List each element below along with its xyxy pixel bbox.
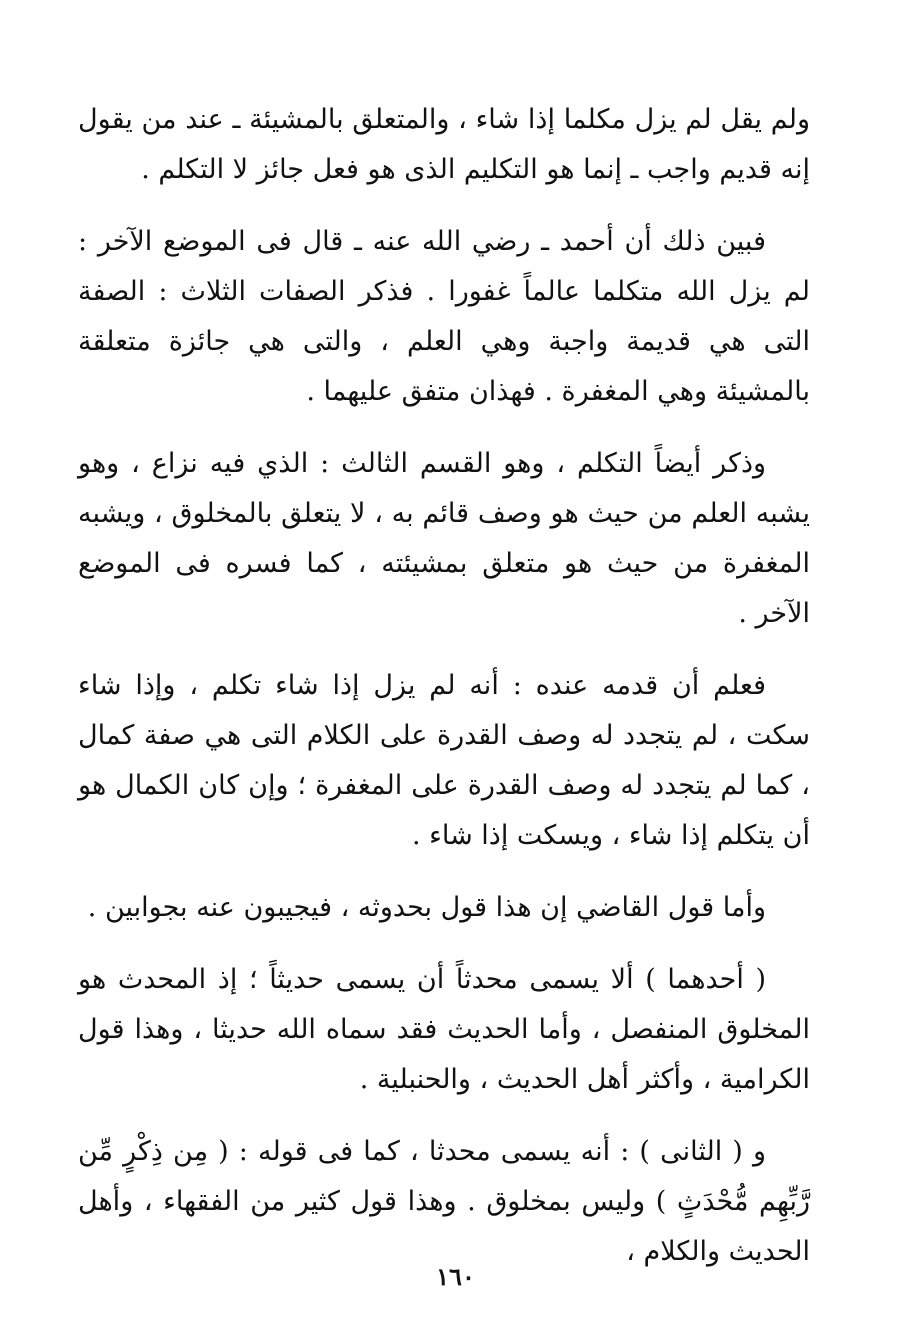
paragraph-1: ولم يقل لم يزل مكلما إذا شاء ، والمتعلق بالمشيئة ـ عند من يقول إنه قديم واجب ـ إنما هو التكليم الذى هو فعل جائز لا التكلم . [78,104,810,185]
paragraph-3: وذكر أيضاً التكلم ، وهو القسم الثالث : الذي فيه نزاع ، وهو يشبه العلم من حيث هو وصف قائم به ، لا يتعلق بالمخلوق ، ويشبه المغفرة من حيث هو متعلق بمشيئته ، كما فسره فى الموضع الآخر . [78,448,810,629]
paragraph-4: فعلم أن قدمه عنده : أنه لم يزل إذا شاء تكلم ، وإذا شاء سكت ، لم يتجدد له وصف القدرة على الكلام التى هي صفة كمال ، كما لم يتجدد له وصف القدرة على المغفرة ؛ وإن كان الكمال هو أن يتكلم إذا شاء ، ويسكت إذا شاء . [78,670,810,851]
paragraph-2: فبين ذلك أن أحمد ـ رضي الله عنه ـ قال فى الموضع الآخر : لم يزل الله متكلما عالماً غفورا . فذكر الصفات الثلاث : الصفة التى هي قديمة واجبة وهي العلم ، والتى هي جائزة متعلقة بالمشيئة وهي المغفرة . فهذان متفق عليهما . [78,226,810,407]
page-body [78,95,810,1299]
page-number: ١٦٠ [436,1262,475,1291]
paragraph-7: و ( الثانى ) : أنه يسمى محدثا ، كما فى قوله : ( مِن ذِكْرٍ مِّن رَّبِّهِم مُّحْدَثٍ ) وليس بمخلوق . وهذا قول كثير من الفقهاء ، وأهل الحديث والكلام ، [78,1136,810,1267]
paragraph-5: وأما قول القاضي إن هذا قول بحدوثه ، فيجيبون عنه بجوابين . [87,892,766,923]
paragraph-6: ( أحدهما ) ألا يسمى محدثاً أن يسمى حديثاً ؛ إذ المحدث هو المخلوق المنفصل ، وأما الحديث فقد سماه الله حديثا ، وهذا قول الكرامية ، وأكثر أهل الحديث ، والحنبلية . [78,964,810,1095]
